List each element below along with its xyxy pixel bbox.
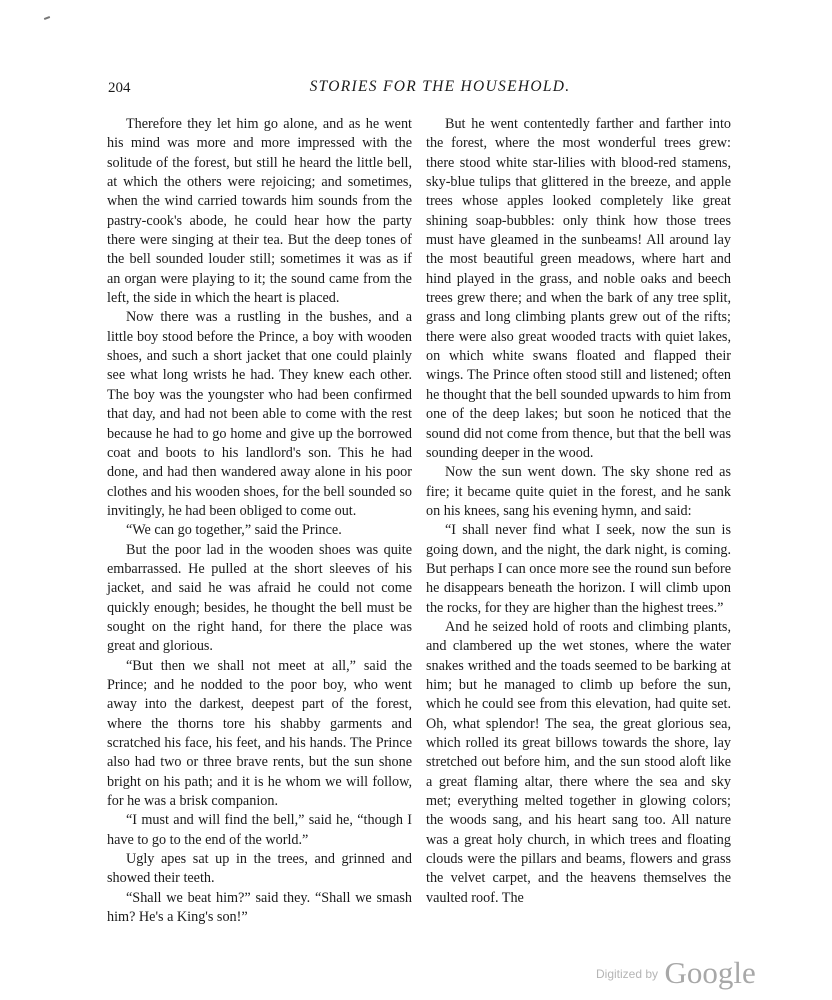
paragraph: Therefore they let him go alone, and as he went his mind was more and more impressed with the solitude of the forest, but still he heard the little bell, at which the others were rejoicing; and sometimes, when the wind carried towards him sounds from the pastry-cook's abode, he could hear how the party there were singing at their tea. But the deep tones of the bell sounded louder still; sometimes it was as if an organ were playing to it; the sound came from the left, the side in which the heart is placed. — [107, 116, 412, 307]
watermark-prefix: Digitized by — [596, 967, 659, 981]
paragraph: “I shall never find what I seek, now the sun is going down, and the night, the dark night, is coming. But perhaps I can once more see the round sun before he disappears beneath the horizon. I will climb upon the rocks, for they are higher than the highest trees.” — [426, 522, 731, 616]
paragraph: But he went contentedly farther and farther into the forest, where the most wonderful trees grew: there stood white star-lilies with blood-red stamens, sky-blue tulips that glittered in the breeze, and apple trees whose apples looked completely like great shining soap-bubbles: only think how those trees must have gleamed in the sunbeams! All around lay the most beautiful green meadows, where hart and hind played in the grass, and noble oaks and beech trees grew there; and when the bark of any tree split, grass and long climbing plants grew out of the rifts; there were also great wooded tracts with quiet lakes, on which white swans floated and flapped their wings. The Prince often stood still and listened; often he thought that the bell sounded upwards to him from one of the deep lakes; but soon he noticed that the sound did not come from thence, but that the bell was sounding deeper in the wood. — [426, 116, 731, 461]
left-column — [107, 115, 412, 927]
paragraph: But the poor lad in the wooden shoes was quite embarrassed. He pulled at the short sleeves of his jacket, and said he was afraid he could not come quickly enough; besides, he thought the bell must be sought on the right hand, for there the place was great and glorious. — [107, 541, 412, 655]
paragraph: And he seized hold of roots and climbing plants, and clambered up the wet stones, where the water snakes writhed and the toads seemed to be barking at him; but he managed to climb up before the sun, which he could see from this elevation, had quite set. Oh, what splendor! The sea, the great glorious sea, which rolled its great billows towards the shore, lay stretched out before him, and the sun stood aloft like a great flaming altar, there where the sea and sky met; everything melted together in glowing colors; the woods sang, and his heart sang too. All nature was a great holy church, in which trees and floating clouds were the pillars and beams, flowers and grass the velvet carpet, and the heavens themselves the vaulted roof. The — [426, 618, 731, 906]
running-head: STORIES FOR THE HOUSEHOLD. — [309, 78, 571, 95]
page-number: 204 — [108, 80, 131, 96]
paragraph: Now the sun went down. The sky shone red as fire; it became quite quiet in the forest, and he sank on his knees, sang his evening hymn, and said: — [426, 464, 731, 519]
paragraph: “But then we shall not meet at all,” said the Prince; and he nodded to the poor boy, who went away into the darkest, deepest part of the forest, where the thorns tore his shabby garments and scratched his face, his feet, and his hands. The Prince also had two or three brave rents, but the sun shone bright on his path; and it is he whom we will follow, for he was a brisk companion. — [107, 657, 412, 810]
paragraph: Now there was a rustling in the bushes, and a little boy stood before the Prince, a boy with wooden shoes, and such a short jacket that one could plainly see what long wrists he had. They knew each other. The boy was the youngster who had been confirmed that day, and had not been able to come with the rest because he had to go home and give up the borrowed coat and boots to his landlord's son. This he had done, and had then wandered away alone in his poor clothes and his wooden shoes, for the bell sounded so invitingly, he had been obliged to come out. — [107, 309, 412, 519]
paragraph: “We can go together,” said the Prince. — [126, 522, 342, 539]
digitized-watermark — [596, 955, 756, 991]
paragraph: Ugly apes sat up in the trees, and grinned and showed their teeth. — [107, 851, 412, 887]
paragraph: “Shall we beat him?” said they. “Shall we smash him? He's a King's son!” — [107, 889, 412, 926]
right-column — [426, 115, 731, 908]
paragraph: “I must and will find the bell,” said he, “though I have to go to the end of the world.” — [107, 812, 412, 848]
scan-mark — [44, 16, 50, 20]
google-logo: Google — [664, 955, 756, 990]
